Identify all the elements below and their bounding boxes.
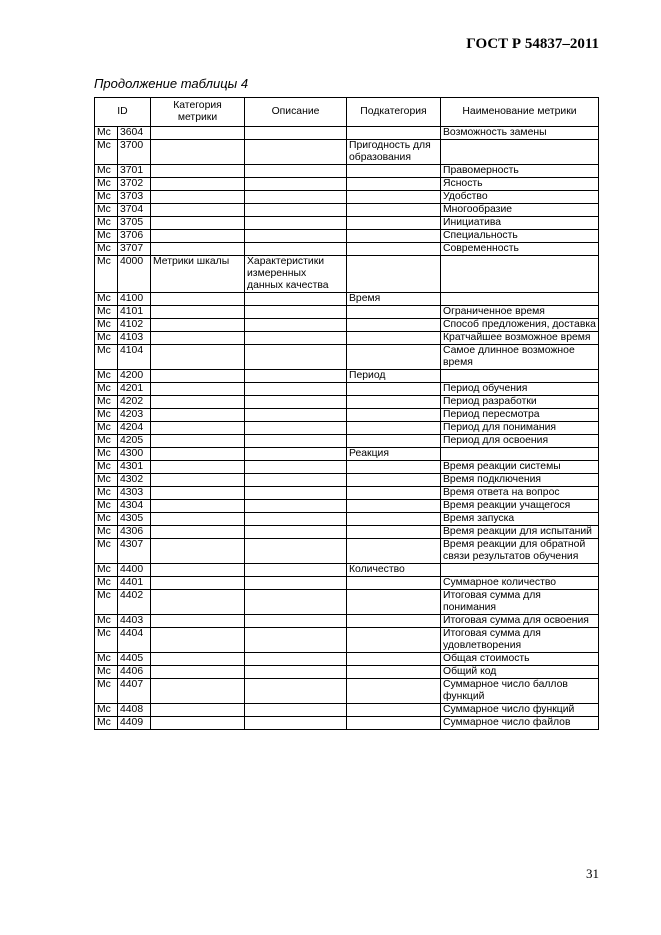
id-prefix-cell: Mc [95,435,118,448]
subcategory-cell [347,500,441,513]
id-code-cell: 4403 [118,615,151,628]
subcategory-cell [347,178,441,191]
table-row [95,628,599,653]
metric-name-cell: Период для освоения [441,435,599,448]
id-code-cell: 3705 [118,217,151,230]
metric-name-cell [441,448,599,461]
id-prefix-cell: Mc [95,487,118,500]
id-code-cell: 4406 [118,666,151,679]
id-prefix-cell: Mc [95,191,118,204]
subcategory-cell [347,230,441,243]
id-code-cell: 3707 [118,243,151,256]
metric-name-cell: Суммарное число файлов [441,717,599,730]
description-cell [245,332,347,345]
id-prefix-cell: Mc [95,653,118,666]
column-header-category: Категория метрики [151,98,245,127]
table-row [95,127,599,140]
subcategory-cell [347,487,441,500]
id-code-cell: 4304 [118,500,151,513]
metric-name-cell: Время реакции системы [441,461,599,474]
metric-name-cell: Ясность [441,178,599,191]
subcategory-cell [347,422,441,435]
description-cell [245,306,347,319]
id-prefix-cell: Mc [95,409,118,422]
category-cell [151,204,245,217]
table-row [95,487,599,500]
category-cell [151,140,245,165]
id-code-cell: 4100 [118,293,151,306]
description-cell [245,165,347,178]
category-cell [151,679,245,704]
description-cell [245,319,347,332]
table-row [95,564,599,577]
metric-name-cell: Время реакции учащегося [441,500,599,513]
subcategory-cell [347,204,441,217]
description-cell [245,140,347,165]
category-cell [151,513,245,526]
metric-name-cell: Самое длинное возможное время [441,345,599,370]
table-row [95,435,599,448]
subcategory-cell [347,526,441,539]
category-cell [151,526,245,539]
category-cell [151,306,245,319]
subcategory-cell [347,127,441,140]
description-cell [245,370,347,383]
id-code-cell: 4205 [118,435,151,448]
category-cell [151,461,245,474]
description-cell [245,243,347,256]
id-prefix-cell: Mc [95,539,118,564]
subcategory-cell [347,513,441,526]
id-prefix-cell: Mc [95,165,118,178]
description-cell [245,435,347,448]
table-caption: Продолжение таблицы 4 [94,76,249,91]
description-cell [245,422,347,435]
description-cell [245,293,347,306]
description-cell [245,191,347,204]
subcategory-cell [347,474,441,487]
id-prefix-cell: Mc [95,500,118,513]
id-prefix-cell: Mc [95,590,118,615]
category-cell [151,577,245,590]
subcategory-cell [347,217,441,230]
category-cell [151,217,245,230]
id-prefix-cell: Mc [95,564,118,577]
description-cell [245,628,347,653]
metrics-table [94,97,599,730]
description-cell [245,383,347,396]
description-cell [245,513,347,526]
id-prefix-cell: Mc [95,256,118,293]
subcategory-cell [347,409,441,422]
metric-name-cell: Период для понимания [441,422,599,435]
metric-name-cell: Возможность замены [441,127,599,140]
metric-name-cell: Время запуска [441,513,599,526]
id-code-cell: 4103 [118,332,151,345]
subcategory-cell [347,628,441,653]
id-code-cell: 4305 [118,513,151,526]
id-code-cell: 4301 [118,461,151,474]
id-prefix-cell: Mc [95,615,118,628]
category-cell [151,448,245,461]
metric-name-cell: Время реакции для обратной связи результатов обучения [441,539,599,564]
category-cell [151,191,245,204]
table-row [95,191,599,204]
subcategory-cell: Количество [347,564,441,577]
metric-name-cell: Период обучения [441,383,599,396]
column-header-id: ID [95,98,151,127]
subcategory-cell [347,615,441,628]
category-cell [151,615,245,628]
id-prefix-cell: Mc [95,306,118,319]
table-row [95,165,599,178]
table-row [95,500,599,513]
category-cell [151,165,245,178]
id-prefix-cell: Mc [95,319,118,332]
id-code-cell: 3702 [118,178,151,191]
subcategory-cell [347,435,441,448]
description-cell [245,474,347,487]
column-header-metric-name: Наименование метрики [441,98,599,127]
metric-name-cell: Суммарное число баллов функций [441,679,599,704]
id-code-cell: 4404 [118,628,151,653]
id-code-cell: 4204 [118,422,151,435]
description-cell [245,217,347,230]
metric-name-cell: Удобство [441,191,599,204]
id-code-cell: 4300 [118,448,151,461]
subcategory-cell [347,717,441,730]
description-cell [245,178,347,191]
id-prefix-cell: Mc [95,577,118,590]
table-row [95,409,599,422]
category-cell [151,409,245,422]
id-code-cell: 4101 [118,306,151,319]
id-code-cell: 3604 [118,127,151,140]
subcategory-cell [347,332,441,345]
description-cell [245,704,347,717]
metric-name-cell: Кратчайшее возможное время [441,332,599,345]
category-cell [151,396,245,409]
id-prefix-cell: Mc [95,679,118,704]
description-cell [245,396,347,409]
table-row [95,577,599,590]
metric-name-cell: Время ответа на вопрос [441,487,599,500]
description-cell [245,577,347,590]
id-prefix-cell: Mc [95,474,118,487]
subcategory-cell [347,191,441,204]
table-row [95,615,599,628]
description-cell [245,717,347,730]
metric-name-cell: Многообразие [441,204,599,217]
description-cell [245,487,347,500]
category-cell: Метрики шкалы [151,256,245,293]
subcategory-cell [347,306,441,319]
metric-name-cell: Инициатива [441,217,599,230]
category-cell [151,717,245,730]
document-header: ГОСТ Р 54837–2011 [466,36,599,52]
id-code-cell: 4408 [118,704,151,717]
metric-name-cell: Итоговая сумма для освоения [441,615,599,628]
category-cell [151,293,245,306]
table-row [95,243,599,256]
subcategory-cell: Пригодность для образования [347,140,441,165]
table-row [95,717,599,730]
description-cell [245,448,347,461]
id-code-cell: 4202 [118,396,151,409]
category-cell [151,666,245,679]
metric-name-cell: Общий код [441,666,599,679]
id-prefix-cell: Mc [95,461,118,474]
subcategory-cell: Реакция [347,448,441,461]
id-code-cell: 4102 [118,319,151,332]
description-cell [245,461,347,474]
subcategory-cell [347,165,441,178]
column-header-subcategory: Подкатегория [347,98,441,127]
id-code-cell: 4306 [118,526,151,539]
metric-name-cell: Период разработки [441,396,599,409]
description-cell [245,409,347,422]
metric-name-cell [441,370,599,383]
column-header-description: Описание [245,98,347,127]
description-cell [245,526,347,539]
metric-name-cell [441,564,599,577]
metric-name-cell [441,140,599,165]
table-row [95,140,599,165]
table-row [95,526,599,539]
table-row [95,256,599,293]
page-number: 31 [586,866,599,881]
metric-name-cell: Суммарное число функций [441,704,599,717]
id-prefix-cell: Mc [95,448,118,461]
category-cell [151,539,245,564]
id-code-cell: 4203 [118,409,151,422]
table-row [95,293,599,306]
table-row [95,230,599,243]
subcategory-cell [347,679,441,704]
table-row [95,217,599,230]
description-cell [245,500,347,513]
metric-name-cell: Ограниченное время [441,306,599,319]
table-row [95,666,599,679]
subcategory-cell: Период [347,370,441,383]
table-header-row [95,98,599,127]
table-row [95,178,599,191]
description-cell [245,127,347,140]
metric-name-cell: Итоговая сумма для понимания [441,590,599,615]
id-prefix-cell: Mc [95,666,118,679]
metric-name-cell: Правомерность [441,165,599,178]
id-code-cell: 4401 [118,577,151,590]
id-prefix-cell: Mc [95,383,118,396]
metric-name-cell: Время реакции для испытаний [441,526,599,539]
table-row [95,448,599,461]
metric-name-cell: Суммарное количество [441,577,599,590]
id-prefix-cell: Mc [95,704,118,717]
description-cell [245,539,347,564]
id-code-cell: 3701 [118,165,151,178]
id-code-cell: 4200 [118,370,151,383]
table-row [95,679,599,704]
table-row [95,704,599,717]
id-code-cell: 4307 [118,539,151,564]
id-code-cell: 4402 [118,590,151,615]
id-prefix-cell: Mc [95,717,118,730]
id-code-cell: 4400 [118,564,151,577]
category-cell [151,628,245,653]
table-row [95,474,599,487]
category-cell [151,370,245,383]
table-row [95,461,599,474]
id-prefix-cell: Mc [95,628,118,653]
category-cell [151,500,245,513]
id-prefix-cell: Mc [95,127,118,140]
category-cell [151,178,245,191]
id-code-cell: 3703 [118,191,151,204]
metric-name-cell: Специальность [441,230,599,243]
description-cell [245,564,347,577]
id-code-cell: 4302 [118,474,151,487]
metric-name-cell: Способ предложения, доставка [441,319,599,332]
description-cell [245,679,347,704]
table-row [95,383,599,396]
id-prefix-cell: Mc [95,370,118,383]
category-cell [151,345,245,370]
metric-name-cell: Современность [441,243,599,256]
category-cell [151,435,245,448]
table-row [95,306,599,319]
description-cell [245,590,347,615]
id-code-cell: 3700 [118,140,151,165]
id-code-cell: 4303 [118,487,151,500]
category-cell [151,127,245,140]
category-cell [151,243,245,256]
id-prefix-cell: Mc [95,243,118,256]
subcategory-cell [347,461,441,474]
metric-name-cell [441,293,599,306]
id-prefix-cell: Mc [95,422,118,435]
metric-name-cell: Общая стоимость [441,653,599,666]
description-cell: Характеристики измеренных данных качества [245,256,347,293]
table-row [95,396,599,409]
id-code-cell: 3704 [118,204,151,217]
table-row [95,370,599,383]
category-cell [151,383,245,396]
table-row [95,332,599,345]
id-code-cell: 4405 [118,653,151,666]
category-cell [151,564,245,577]
category-cell [151,704,245,717]
subcategory-cell [347,539,441,564]
subcategory-cell [347,590,441,615]
id-prefix-cell: Mc [95,345,118,370]
table-row [95,422,599,435]
id-code-cell: 4104 [118,345,151,370]
id-prefix-cell: Mc [95,526,118,539]
subcategory-cell [347,653,441,666]
description-cell [245,615,347,628]
category-cell [151,590,245,615]
id-prefix-cell: Mc [95,293,118,306]
table-row [95,204,599,217]
id-prefix-cell: Mc [95,396,118,409]
id-prefix-cell: Mc [95,178,118,191]
id-prefix-cell: Mc [95,204,118,217]
category-cell [151,653,245,666]
id-code-cell: 3706 [118,230,151,243]
metric-name-cell: Период пересмотра [441,409,599,422]
id-code-cell: 4409 [118,717,151,730]
table-row [95,319,599,332]
id-prefix-cell: Mc [95,217,118,230]
description-cell [245,653,347,666]
subcategory-cell [347,577,441,590]
subcategory-cell: Время [347,293,441,306]
metric-name-cell: Время подключения [441,474,599,487]
id-code-cell: 4201 [118,383,151,396]
metric-name-cell [441,256,599,293]
subcategory-cell [347,319,441,332]
table-row [95,513,599,526]
table-row [95,345,599,370]
description-cell [245,345,347,370]
category-cell [151,332,245,345]
table-body [95,127,599,730]
table-row [95,653,599,666]
table-row [95,539,599,564]
metric-name-cell: Итоговая сумма для удовлетворения [441,628,599,653]
subcategory-cell [347,256,441,293]
category-cell [151,422,245,435]
category-cell [151,230,245,243]
table-row [95,590,599,615]
subcategory-cell [347,396,441,409]
subcategory-cell [347,243,441,256]
id-prefix-cell: Mc [95,332,118,345]
id-code-cell: 4407 [118,679,151,704]
id-prefix-cell: Mc [95,140,118,165]
description-cell [245,204,347,217]
category-cell [151,474,245,487]
id-prefix-cell: Mc [95,513,118,526]
subcategory-cell [347,345,441,370]
id-code-cell: 4000 [118,256,151,293]
category-cell [151,487,245,500]
subcategory-cell [347,704,441,717]
category-cell [151,319,245,332]
subcategory-cell [347,383,441,396]
description-cell [245,666,347,679]
description-cell [245,230,347,243]
subcategory-cell [347,666,441,679]
id-prefix-cell: Mc [95,230,118,243]
